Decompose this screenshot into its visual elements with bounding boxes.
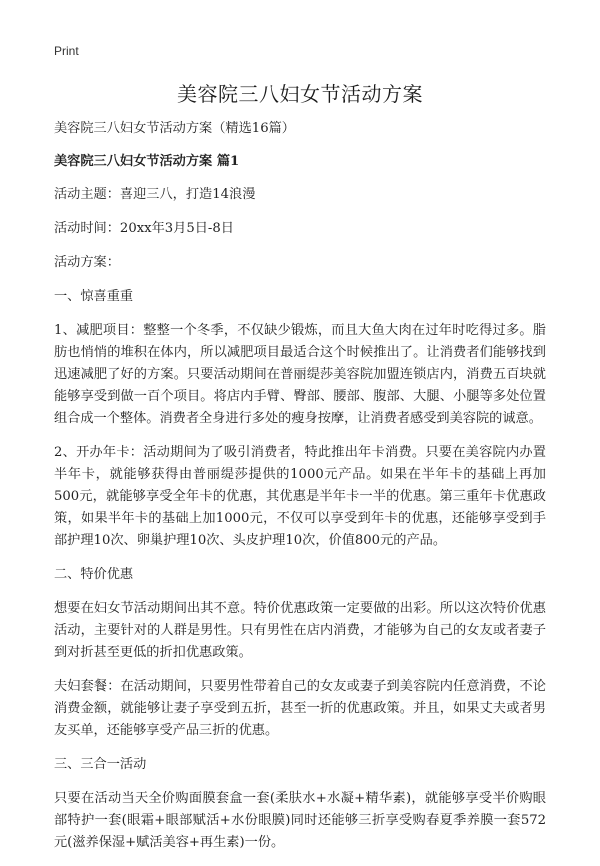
activity-theme: 活动主题：喜迎三八，打造14浪漫 (54, 187, 256, 202)
part2-paragraph-2: 夫妇套餐：在活动期间，只要男性带着自己的女友或妻子到美容院内任意消费，不论消费金额，就能够让妻子享受到五折，甚至一折的优惠政策。并且，如果丈夫或者男友买单，还能够享受产品三折的优惠。 (54, 679, 546, 738)
part3-heading: 三、三合一活动 (54, 757, 147, 772)
section-title: 美容院三八妇女节活动方案 篇1 (54, 154, 240, 169)
document-subtitle: 美容院三八妇女节活动方案（精选16篇） (54, 121, 295, 136)
part3-paragraph-1: 只要在活动当天全价购面膜套盒一套(柔肤水+水凝+精华素)，就能够享受半价购眼部特护一套(眼霜+眼部赋活+水份眼膜)同时还能够三折享受购春夏季养膜一套572元(滋养保湿+赋活美容+再生素)一份。 (54, 791, 546, 850)
part2-heading: 二、特价优惠 (54, 567, 134, 582)
print-label[interactable]: Print (54, 44, 79, 58)
part1-item2: 2、开办年卡：活动期间为了吸引消费者，特此推出年卡消费。只要在美容院内办置半年卡，就能够获得由普丽缇莎提供的1000元产品。如果在半年卡的基础上再加500元，就能够享受全年卡的优惠，其优惠是半年卡一半的优惠。第三重年卡优惠政策，如果半年卡的基础上加1000元，不仅可以享受到年卡的优惠，还能够享受到手部护理10次、卵巢护理10次、头皮护理10次，价值800元的产品。 (54, 445, 546, 548)
part1-item1: 1、减肥项目：整整一个冬季，不仅缺少锻炼，而且大鱼大肉在过年时吃得过多。脂肪也悄悄的堆积在体内，所以减肥项目最适合这个时候推出了。让消费者们能够找到迅速减肥了好的方案。只要活动期间在普丽缇莎美容院加盟连锁店内，消费五百块就能够享受到做一百个项目。将店内手臂、臀部、腰部、腹部、大腿、小腿等多处位置组合成一个整体。消费者全身进行多处的瘦身按摩，让消费者感受到美容院的诚意。 (54, 323, 546, 426)
part2-paragraph-1: 想要在妇女节活动期间出其不意。特价优惠政策一定要做的出彩。所以这次特价优惠活动，主要针对的人群是男性。只有男性在店内消费，才能够为自己的女友或者妻子到对折甚至更低的折扣优惠政策。 (54, 601, 546, 660)
document-body (54, 118, 546, 866)
activity-plan-label: 活动方案： (54, 255, 120, 270)
activity-time: 活动时间：20xx年3月5日-8日 (54, 221, 234, 236)
part1-heading: 一、惊喜重重 (54, 289, 134, 304)
page-title: 美容院三八妇女节活动方案 (177, 82, 423, 106)
